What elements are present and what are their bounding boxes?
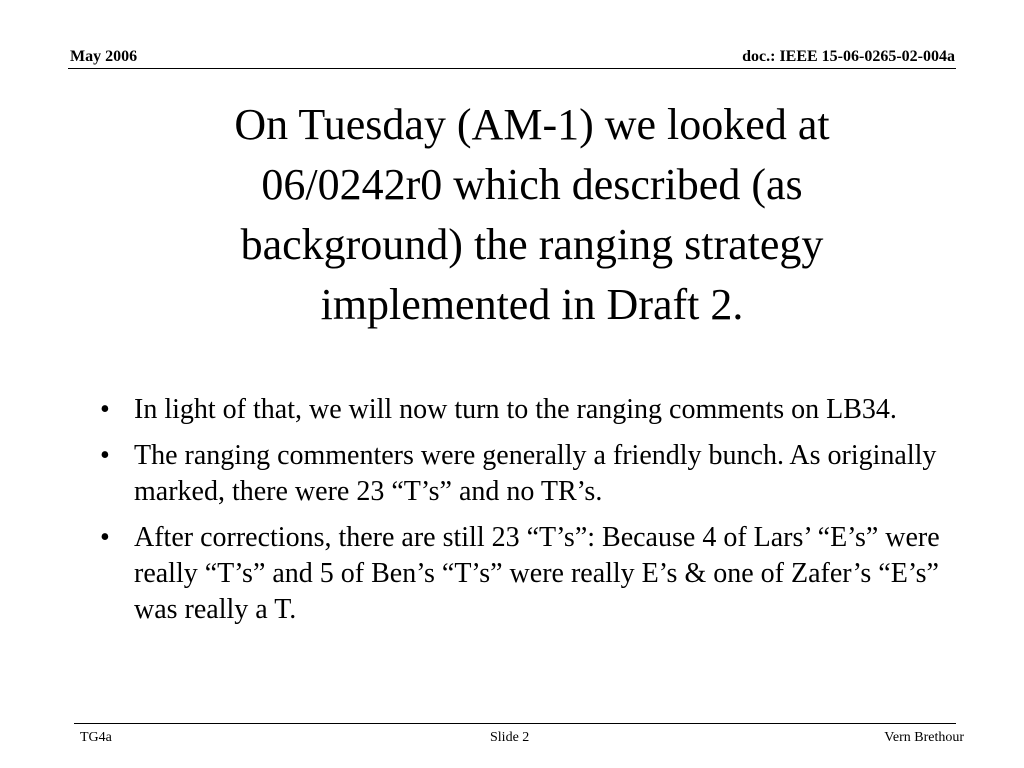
bullet-text: After corrections, there are still 23 “T’s”: Because 4 of Lars’ “E’s” were really “T’s” and 5 of Ben’s “T’s” were really E’s & one of Zafer’s “E’s” was really a T. [134,522,940,625]
bullet-list [100,392,960,638]
footer-divider [74,723,956,724]
bullet-icon: • [100,394,110,425]
bullet-item [100,520,960,628]
bullet-text: In light of that, we will now turn to the ranging comments on LB34. [134,394,897,425]
footer-group-name: TG4a [80,730,112,745]
bullet-text: The ranging commenters were generally a friendly bunch. As originally marked, there were 23 “T’s” and no TR’s. [134,440,937,507]
bullet-item [100,438,960,510]
slide-title: On Tuesday (AM-1) we looked at 06/0242r0 which described (as background) the ranging strategy implemented in Draft 2. [234,100,830,329]
bullet-icon: • [100,440,110,471]
bullet-icon: • [100,522,110,553]
bullet-item [100,392,960,428]
slide-number: Slide 2 [490,730,530,745]
header-date: May 2006 [70,48,138,65]
header-divider [68,68,956,69]
footer-author: Vern Brethour [884,730,964,745]
header-document-id: doc.: IEEE 15-06-0265-02-004a [742,48,955,65]
